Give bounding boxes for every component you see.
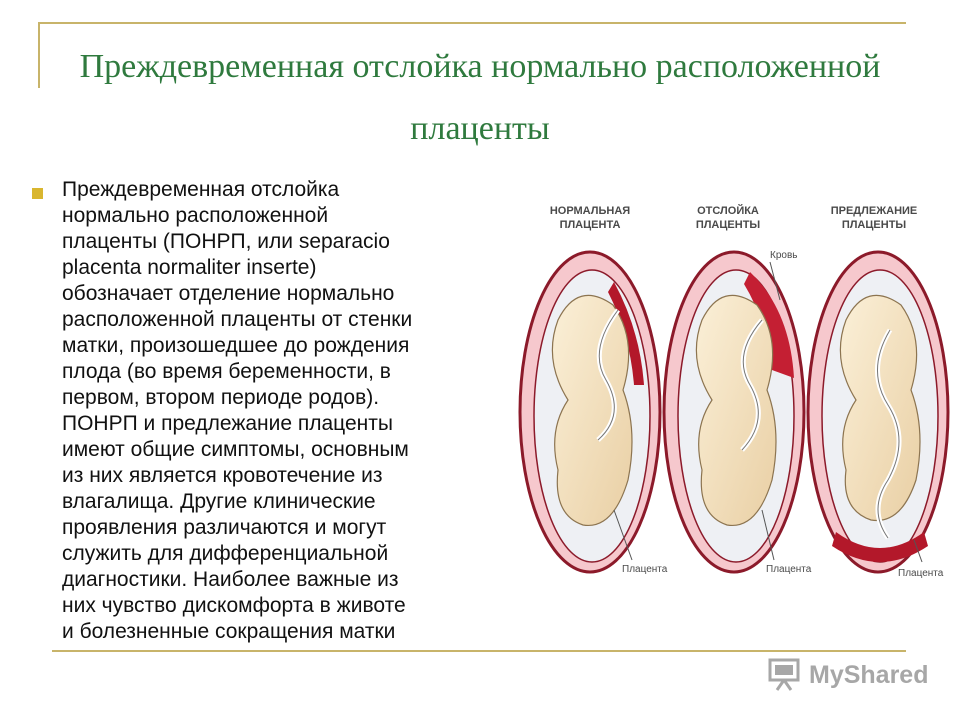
panel-previa <box>808 205 948 579</box>
caption-previa-line2: ПЛАЦЕНТЫ <box>841 219 907 231</box>
caption-abruption-line2: ПЛАЦЕНТЫ <box>695 219 761 231</box>
watermark <box>767 657 937 693</box>
watermark-text: MyShared <box>809 661 929 689</box>
caption-normal-line2: ПЛАЦЕНТА <box>559 219 621 231</box>
panel-abruption <box>664 204 812 575</box>
label-placenta-3: Плацента <box>898 568 944 579</box>
bullet-marker <box>32 188 43 199</box>
presentation-board-icon <box>767 657 803 691</box>
label-blood: Кровь <box>770 250 798 261</box>
frame-left-line <box>38 22 40 88</box>
placenta-diagram <box>518 180 950 580</box>
frame-bottom-line <box>52 650 906 652</box>
caption-abruption-line1: ОТСЛОЙКА <box>697 205 759 217</box>
label-placenta-1: Плацента <box>622 564 668 575</box>
fetus-shape <box>552 295 632 525</box>
label-placenta-2: Плацента <box>766 564 812 575</box>
caption-normal-line1: НОРМАЛЬНАЯ <box>549 205 631 217</box>
slide-title: Преждевременная отслойка нормально расположенной плаценты <box>79 48 881 147</box>
slide-body-text: Преждевременная отслойка нормально расположенной плаценты (ПОНРП, или separacio placenta normaliter inserte) обозначает отделение нормально расположенной плаценты от стенки матки, произошедшее до рождения плода (во время беременности, в первом, втором периоде родов). ПОНРП и предлежание плаценты имеют общие симптомы, основным из них является кровотечение из влагалища. Другие клинические проявления различаются и могут служить для дифференциальной диагностики. Наиболее важные из них чувство дискомфорта в животе и болезненные сокращения матки <box>62 178 413 643</box>
frame-top-line <box>38 22 906 24</box>
panel-normal-placenta <box>520 205 668 575</box>
caption-previa-line1: ПРЕДЛЕЖАНИЕ <box>830 205 918 217</box>
